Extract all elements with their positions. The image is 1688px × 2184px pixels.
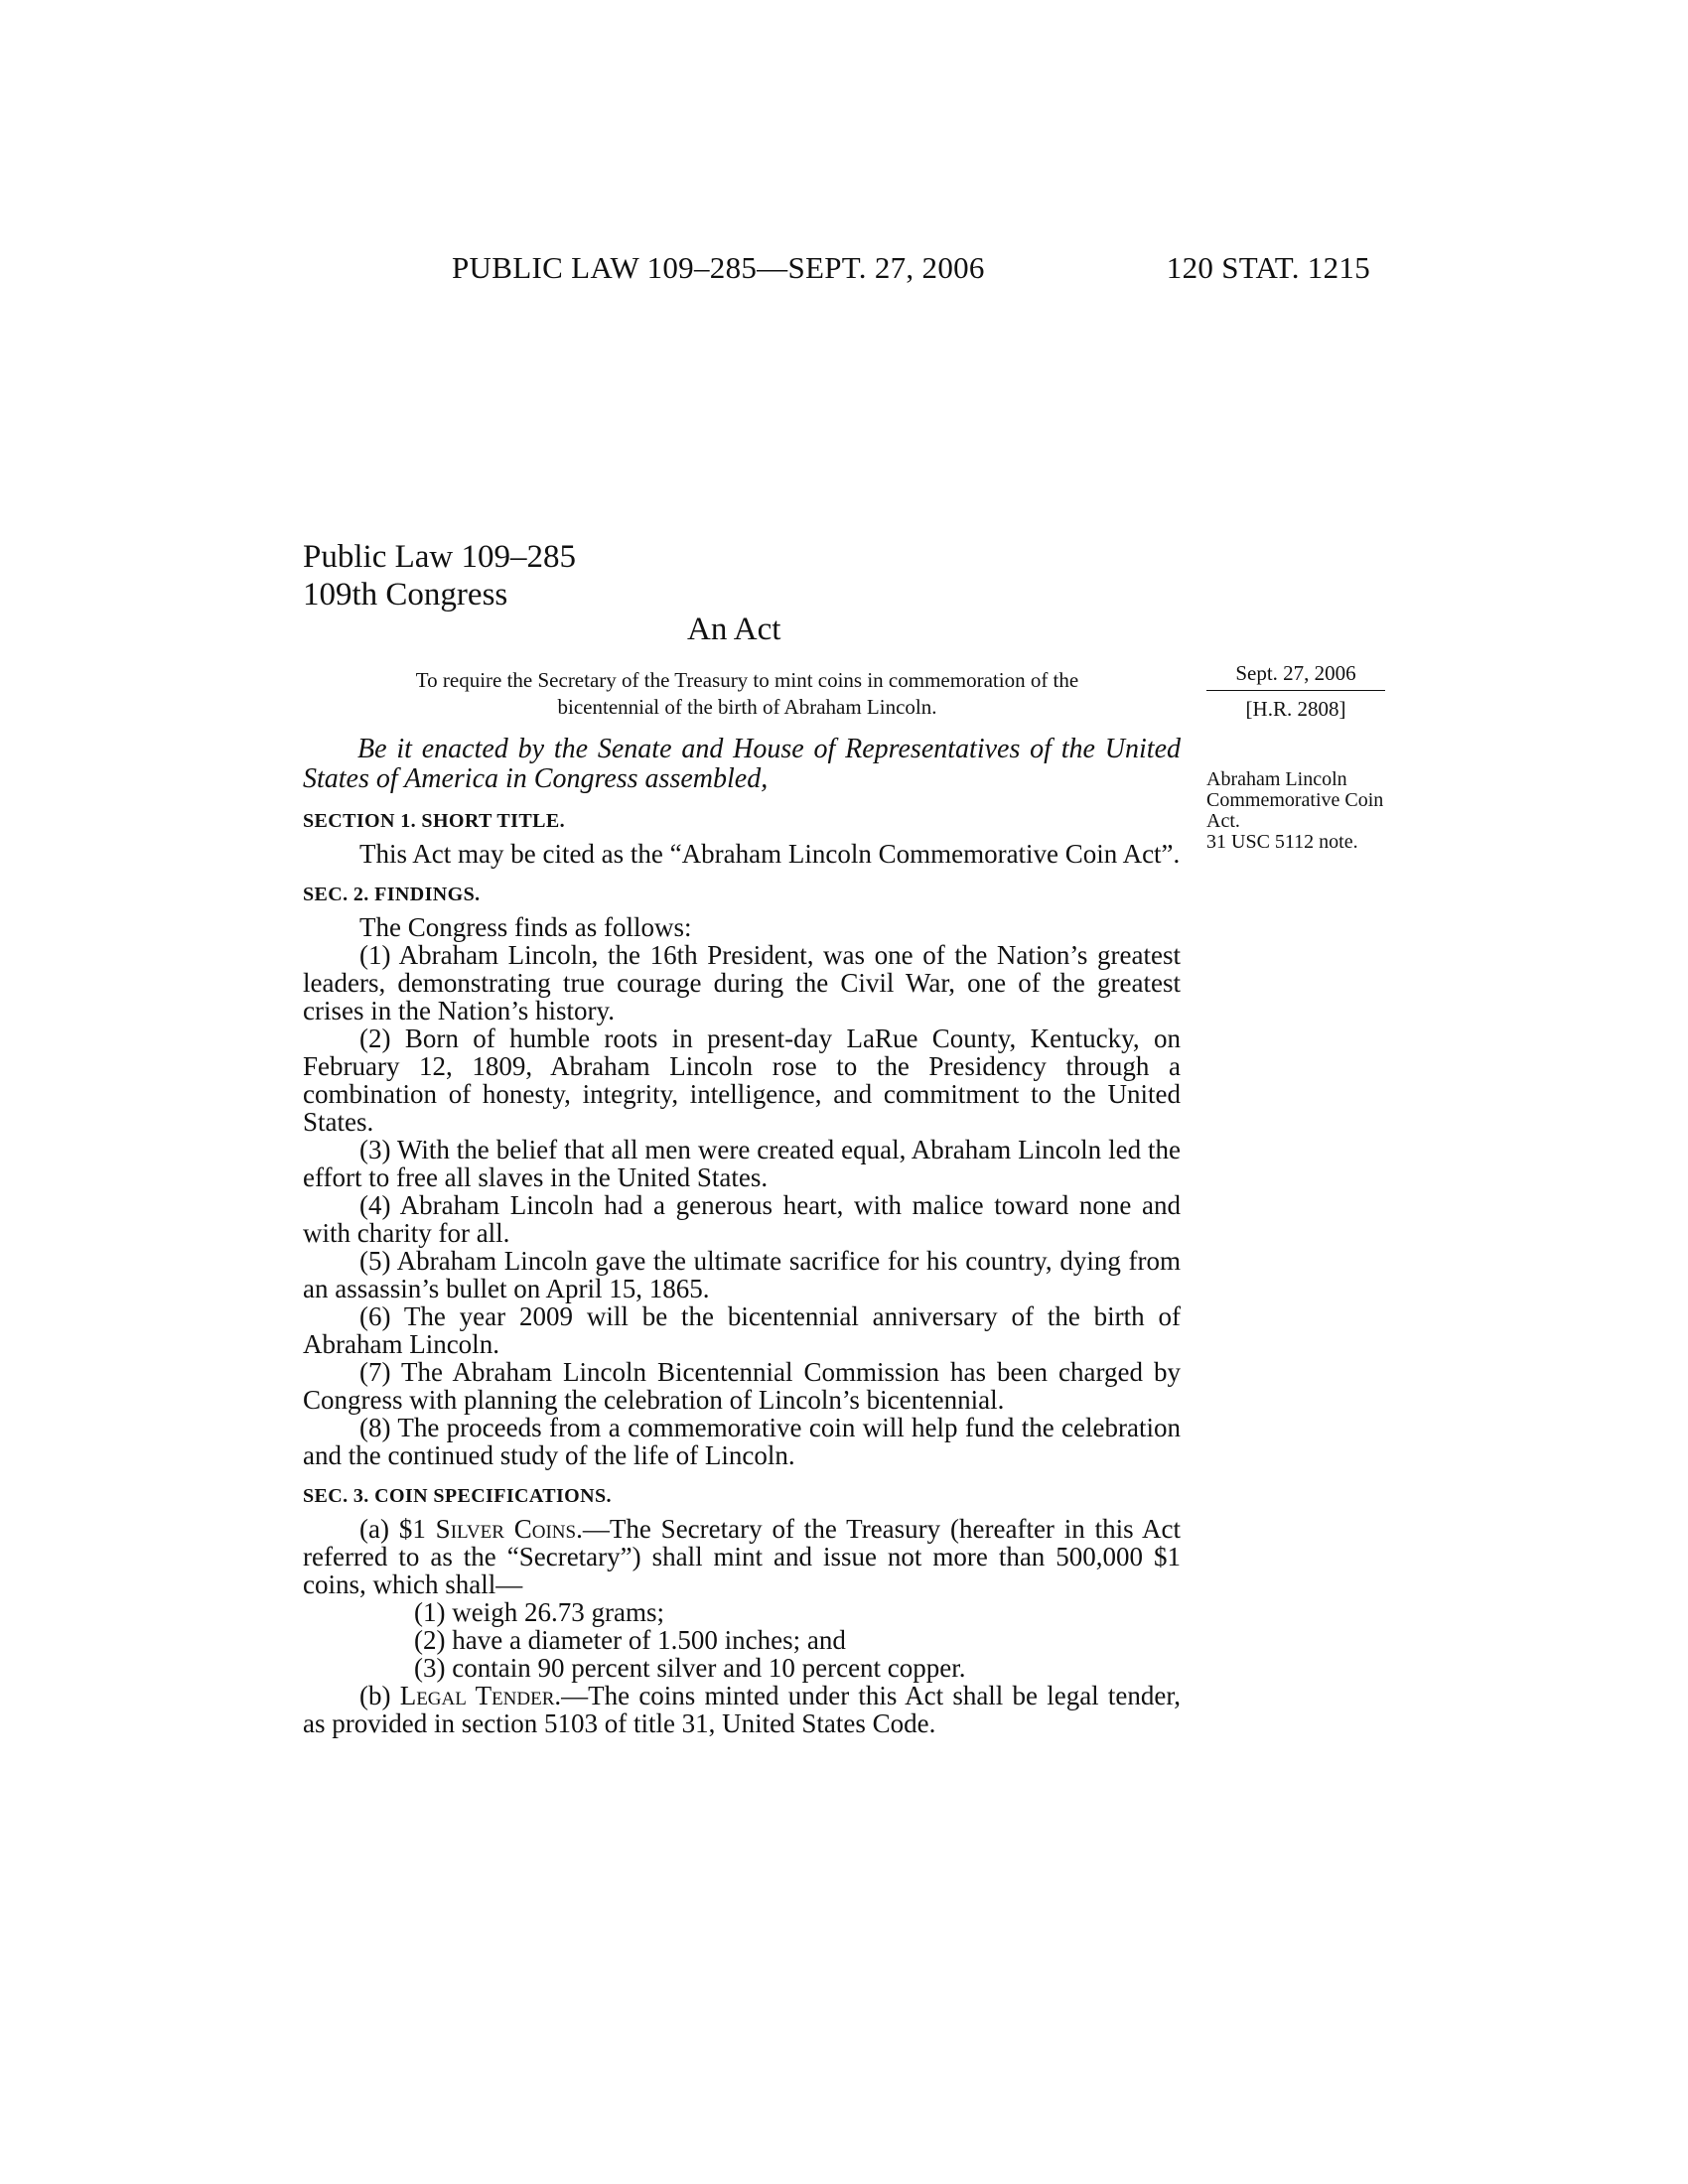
margin-note-short-title: Abraham Lincoln Commemorative Coin Act. (1206, 768, 1384, 832)
subsection-b-caption: Legal Tender. (399, 1681, 562, 1710)
subsection-a-caption: $1 Silver Coins. (398, 1514, 583, 1544)
purpose-line-2: bicentennial of the birth of Abraham Lincoln. (557, 695, 937, 719)
congress-number: 109th Congress (303, 577, 508, 613)
act-purpose (333, 667, 1162, 721)
running-head-citation: PUBLIC LAW 109–285—SEPT. 27, 2006 (452, 250, 985, 285)
act-heading: An Act (687, 612, 781, 647)
subsection-b-label: (b) (359, 1681, 400, 1710)
subsection-b-text: —The coins minted under this Act shall be legal tender, as provided in section 5103 of title 31, United States Code. (303, 1681, 1182, 1738)
act-body (303, 735, 1181, 1737)
section-1-text: This Act may be cited as the “Abraham Lincoln Commemorative Coin Act”. (359, 839, 1181, 869)
public-law-number: Public Law 109–285 (303, 539, 576, 575)
purpose-line-1: To require the Secretary of the Treasury to mint coins in commemoration of the (415, 668, 1079, 692)
margin-note-usc: 31 USC 5112 note. (1206, 831, 1358, 853)
margin-notes (1206, 663, 1385, 853)
section-2-heading: SEC. 2. FINDINGS. (303, 884, 481, 905)
finding-item: (5) Abraham Lincoln gave the ultimate sacrifice for his country, dying from an assassin’s bullet on April 15, 1865. (303, 1246, 1181, 1303)
subsection-a (303, 1515, 1181, 1598)
section-1-heading: SECTION 1. SHORT TITLE. (303, 810, 565, 832)
law-identifier (303, 538, 576, 614)
spec-item: (1) weigh 26.73 grams; (414, 1597, 664, 1627)
margin-note-bill: [H.R. 2808] (1245, 697, 1346, 721)
section-2-intro: The Congress finds as follows: (359, 912, 692, 942)
running-head-stat-page: 120 STAT. 1215 (1166, 250, 1370, 285)
subsection-a-text: —The Secretary of the Treasury (hereafter in this Act referred to as the “Secretary”) shall mint and issue not more than 500,000 $1 coins, which shall— (303, 1514, 1181, 1599)
subsection-b (303, 1682, 1181, 1737)
subsection-a-label: (a) (359, 1514, 399, 1544)
enacting-clause: Be it enacted by the Senate and House of Representatives of the United States of America in Congress assembled, (303, 734, 1181, 794)
finding-item: (4) Abraham Lincoln had a generous heart, with malice toward none and with charity for all. (303, 1190, 1181, 1248)
spec-item: (2) have a diameter of 1.500 inches; and (414, 1625, 846, 1655)
finding-item: (8) The proceeds from a commemorative coin will help fund the celebration and the continued study of the life of Lincoln. (303, 1413, 1181, 1470)
finding-item: (6) The year 2009 will be the bicentennial anniversary of the birth of Abraham Lincoln. (303, 1301, 1181, 1359)
finding-item: (2) Born of humble roots in present-day LaRue County, Kentucky, on February 12, 1809, Abraham Lincoln rose to the Presidency through a combination of honesty, integrity, intelligence, and commitment to the United States. (303, 1024, 1181, 1137)
finding-item: (7) The Abraham Lincoln Bicentennial Commission has been charged by Congress with planning the celebration of Lincoln’s bicentennial. (303, 1357, 1181, 1415)
section-3-heading: SEC. 3. COIN SPECIFICATIONS. (303, 1485, 612, 1507)
margin-note-date: Sept. 27, 2006 (1206, 663, 1385, 691)
finding-item: (1) Abraham Lincoln, the 16th President, was one of the Nation’s greatest leaders, demonstrating true courage during the Civil War, one of the greatest crises in the Nation’s history. (303, 940, 1181, 1025)
finding-item: (3) With the belief that all men were created equal, Abraham Lincoln led the effort to free all slaves in the United States. (303, 1135, 1181, 1192)
spec-item: (3) contain 90 percent silver and 10 percent copper. (414, 1653, 966, 1683)
